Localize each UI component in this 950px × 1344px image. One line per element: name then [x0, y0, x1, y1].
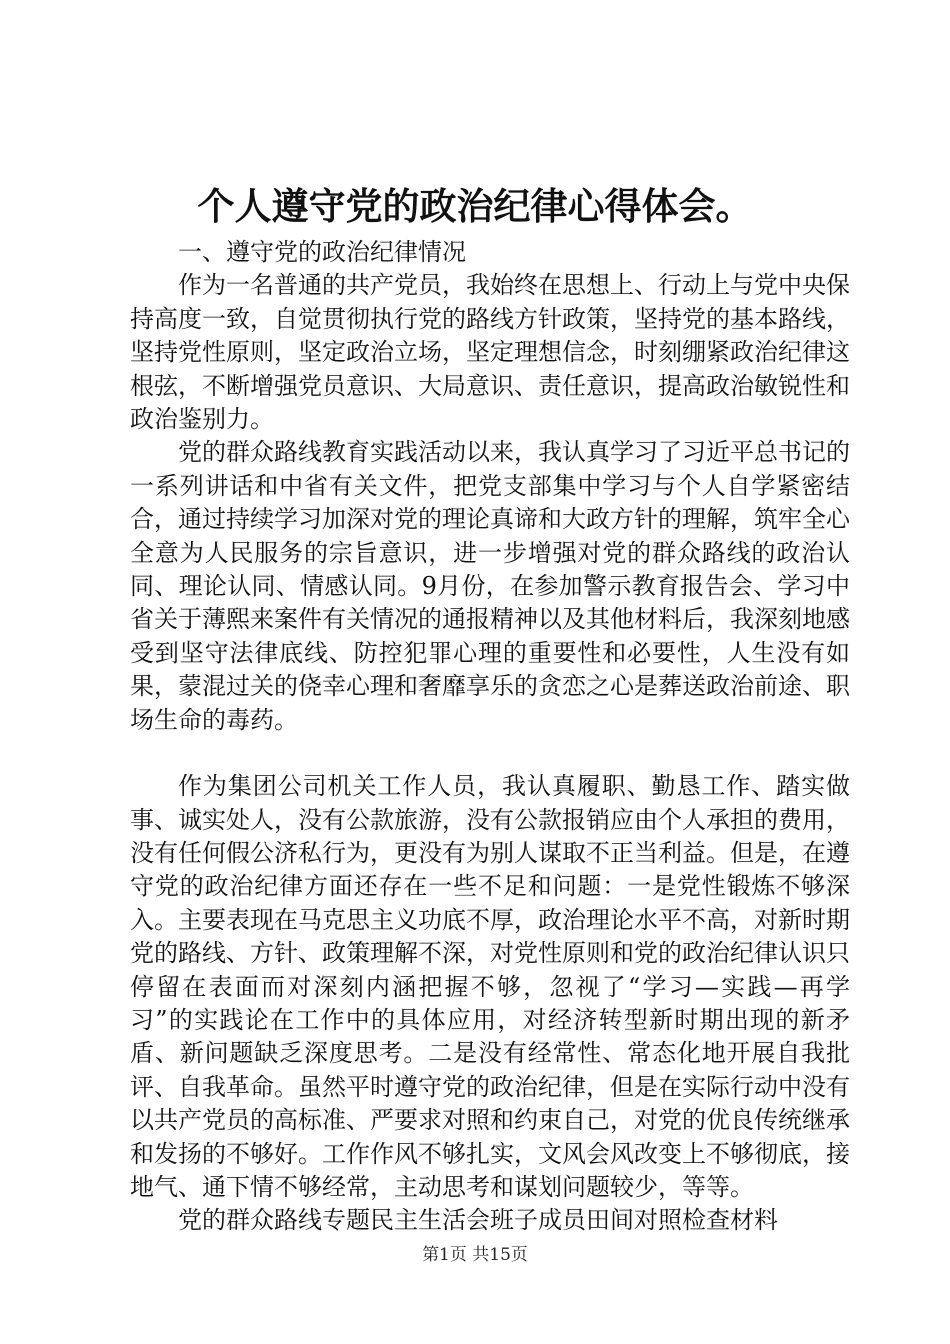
- section-heading: 一、遵守党的政治纪律情况: [178, 238, 466, 266]
- document-title: 个人遵守党的政治纪律心得体会。: [197, 184, 753, 228]
- paragraph-3: 作为集团公司机关工作人员，我认真履职、勤恳工作、踏实做事、诚实处人，没有公款旅游，没有公款报销应由个人承担的费用，没有任何假公济私行为，更没有为别人谋取不正当利益。但是，在遵守党的政治纪律方面还存在一些不足和问题：一是党性锻炼不够深入。主要表现在马克思主义功底不厚，政治理论水平不高，对新时期党的路线、方针、政策理解不深，对党性原则和党的政治纪律认识只停留在表面而对深刻内涵把握不够，忽视了“学习—实践—再学习”的实践论在工作中的具体应用，对经济转型新时期出现的新矛盾、新问题缺乏深度思考。二是没有经常性、常态化地开展自我批评、自我革命。虽然平时遵守党的政治纪律，但是在实际行动中没有以共产党员的高标准、严要求对照和约束自己，对党的优良传统继承和发扬的不够好。工作作风不够扎实，文风会风改变上不够彻底，接地气、通下情不够经常，主动思考和谋划问题较少，等等。: [130, 772, 850, 1201]
- document-body: [130, 236, 850, 1238]
- paragraph-4: 党的群众路线专题民主生活会班子成员田间对照检查材料: [178, 1206, 778, 1235]
- page-footer: 第1页 共15页: [422, 1245, 528, 1265]
- paragraph-1: 作为一名普通的共产党员，我始终在思想上、行动上与党中央保持高度一致，自觉贯彻执行党的路线方针政策，坚持党的基本路线，坚持党性原则，坚定政治立场，坚定理想信念，时刻绷紧政治纪律这根弦，不断增强党员意识、大局意识、责任意识，提高政治敏锐性和政治鉴别力。: [130, 271, 850, 434]
- paragraph-gap: [130, 737, 850, 770]
- paragraph-2: 党的群众路线教育实践活动以来，我认真学习了习近平总书记的一系列讲话和中省有关文件，把党支部集中学习与个人自学紧密结合，通过持续学习加深对党的理论真谛和大政方针的理解，筑牢全心全意为人民服务的宗旨意识，进一步增强对党的群众路线的政治认同、理论认同、情感认同。9月份，在参加警示教育报告会、学习中省关于薄熙来案件有关情况的通报精神以及其他材料后，我深刻地感受到坚守法律底线、防控犯罪心理的重要性和必要性，人生没有如果，蒙混过关的侥幸心理和奢靡享乐的贪恋之心是葬送政治前途、职场生命的毒药。: [130, 438, 850, 734]
